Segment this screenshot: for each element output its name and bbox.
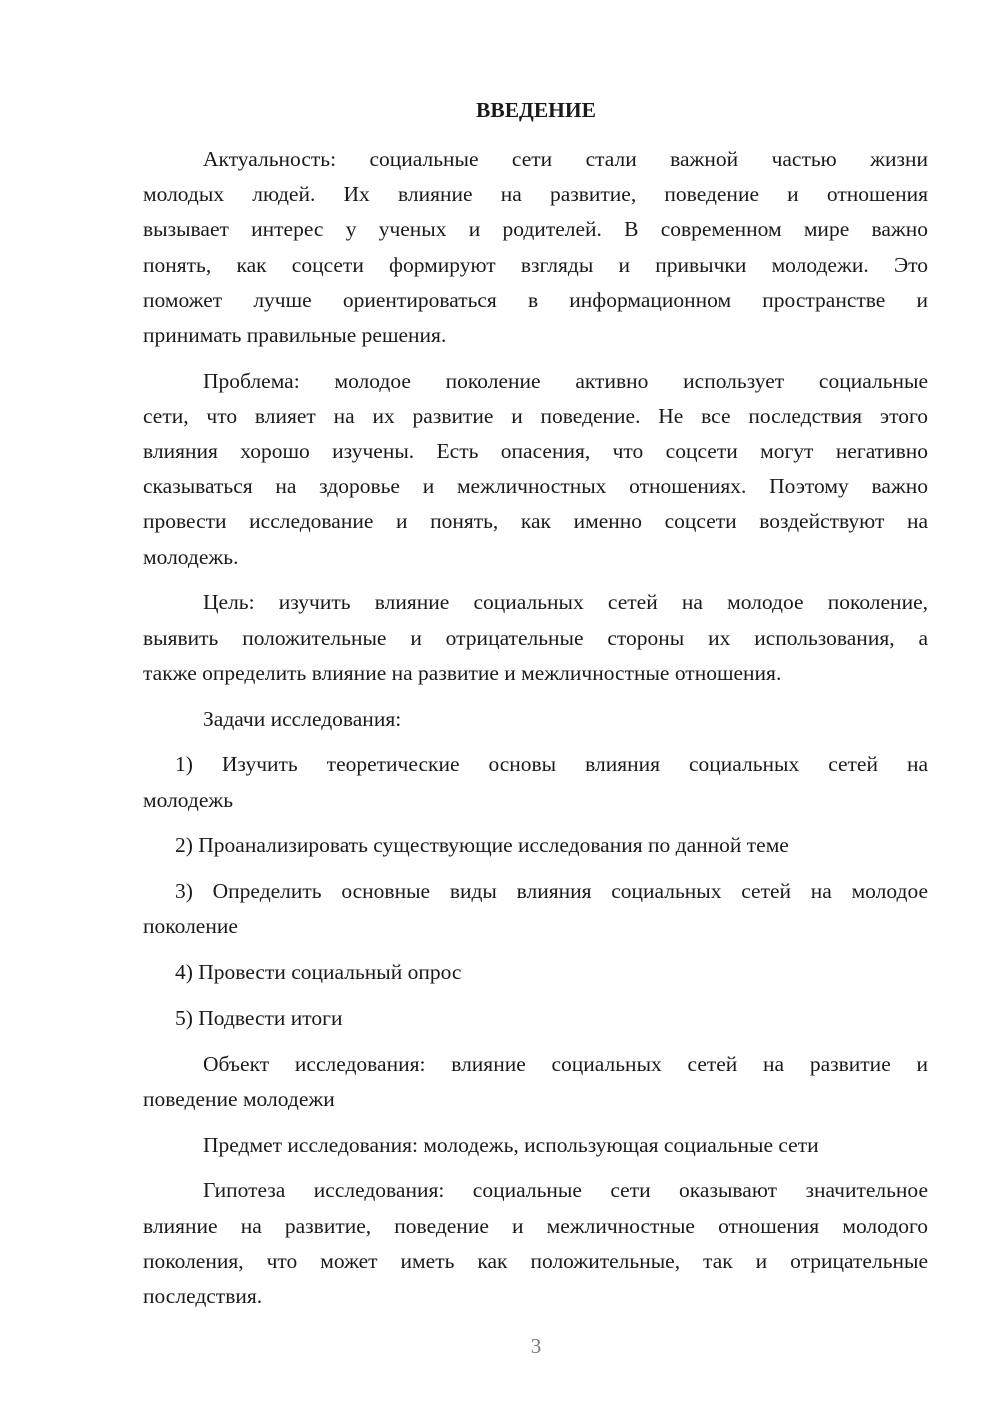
text-line: сказываться на здоровье и межличностных отношениях. Поэтому важно [143,474,928,499]
text-line: Проблема: молодое поколение активно использует социальные [203,368,928,393]
task-list-item [143,1001,928,1036]
text-line: понять, как соцсети формируют взгляды и привычки молодежи. Это [143,252,928,277]
text-line: Гипотеза исследования: социальные сети оказывают значительное [203,1178,928,1203]
paragraph [143,1047,928,1117]
text-line: 2) Проанализировать существующие исследования по данной теме [175,833,789,858]
text-line: последствия. [143,1283,263,1308]
text-line: влияния хорошо изучены. Есть опасения, что соцсети могут негативно [143,439,928,464]
paragraph [143,364,928,575]
text-line: принимать правильные решения. [143,322,447,347]
page-number: 3 [530,1334,542,1358]
text-line: Предмет исследования: молодежь, использующая социальные сети [203,1132,819,1157]
task-list-item [143,874,928,944]
task-list-item [143,955,928,990]
text-line: 3) Определить основные виды влияния социальных сетей на молодое [175,879,928,904]
text-line: Задачи исследования: [203,706,402,731]
task-list-item [143,747,928,817]
paragraph [143,1173,928,1314]
text-line: молодежь. [143,544,239,569]
text-line: поколения, что может иметь как положительные, так и отрицательные [143,1248,928,1273]
task-list-item [143,828,928,863]
text-line: также определить влияние на развитие и межличностные отношения. [143,660,782,685]
text-line: молодежь [143,787,234,812]
text-line: 1) Изучить теоретические основы влияния социальных сетей на [175,752,928,777]
text-line: провести исследование и понять, как именно соцсети воздействуют на [143,509,928,534]
text-line: 4) Провести социальный опрос [175,960,462,985]
text-line: вызывает интерес у ученых и родителей. В современном мире важно [143,217,928,242]
text-line: поможет лучше ориентироваться в информационном пространстве и [143,287,928,312]
text-line: 5) Подвести итоги [175,1005,343,1030]
text-line: Цель: изучить влияние социальных сетей на молодое поколение, [203,590,928,615]
text-line: влияние на развитие, поведение и межличностные отношения молодого [143,1213,928,1238]
text-line: Объект исследования: влияние социальных сетей на развитие и [203,1051,928,1076]
paragraph [143,702,928,737]
paragraph [143,585,928,691]
text-line: молодых людей. Их влияние на развитие, поведение и отношения [143,182,928,207]
text-line: поколение [143,914,238,939]
text-line: сети, что влияет на их развитие и поведение. Не все последствия этого [143,403,928,428]
document-body [143,142,928,1325]
section-title: ВВЕДЕНИЕ [476,98,596,122]
paragraph [143,1128,928,1163]
text-line: выявить положительные и отрицательные стороны их использования, а [143,625,928,650]
text-line: Актуальность: социальные сети стали важной частью жизни [203,147,928,171]
paragraph [143,142,928,353]
text-line: поведение молодежи [143,1086,335,1111]
